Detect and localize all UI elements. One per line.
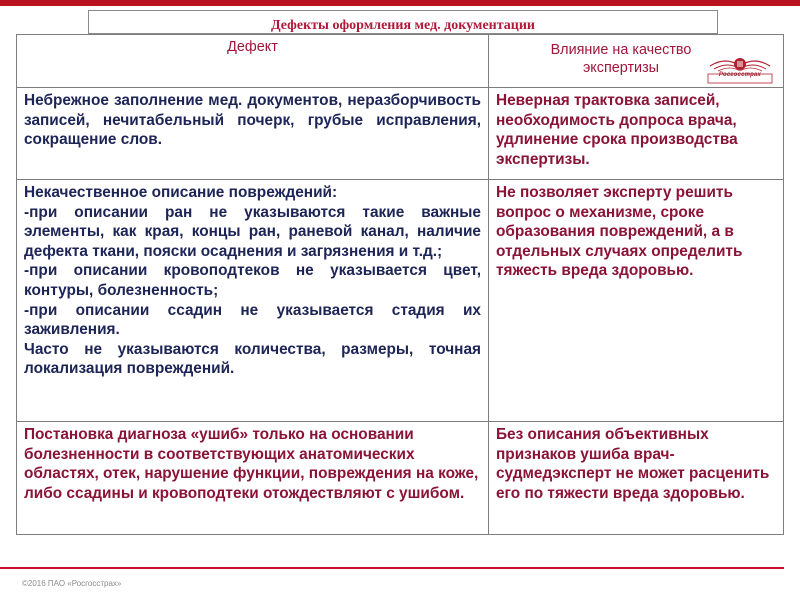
table-row	[17, 88, 784, 180]
defect-cell	[17, 180, 489, 422]
defects-table	[16, 34, 784, 535]
defect-cell: Постановка диагноза «ушиб» только на основании болезненности в соответствующих анатомических областях, отек, нарушение функции, повреждения на коже, либо ссадины и кровоподтеки отождествляют с ушибом.	[17, 422, 489, 535]
table-row	[17, 422, 784, 535]
defect-line: -при описании кровоподтеков не указывается цвет, контуры, болезненность;	[24, 262, 481, 299]
header-impact	[489, 35, 784, 88]
defect-cell: Небрежное заполнение мед. документов, неразборчивость записей, нечитабельный почерк, грубые исправления, сокращение слов.	[17, 88, 489, 180]
logo-text: Росгосстрах	[718, 72, 762, 78]
footer-divider	[0, 567, 784, 569]
defect-line: -при описании ран не указываются такие важные элементы, как края, концы ран, раневой канал, наличие дефекта ткани, пояски осаднения и загрязнения и т.д.;	[24, 203, 481, 260]
page-title: Дефекты оформления мед. документации	[270, 18, 535, 33]
header-impact-label: Влияние на качество экспертизы	[550, 42, 692, 76]
header-defect	[17, 35, 489, 88]
defect-line: Некачественное описание повреждений:	[24, 184, 338, 201]
impact-cell: Не позволяет эксперту решить вопрос о механизме, сроке образования повреждений, а в отдельных случаях определить тяжесть вреда здоровью.	[489, 180, 784, 422]
table-row	[17, 180, 784, 422]
impact-cell: Без описания объективных признаков ушиба врач-судмедэксперт не может расценить его по тяжести вреда здоровью.	[489, 422, 784, 535]
defect-line: -при описании ссадин не указывается стадия их заживления.	[24, 301, 481, 339]
title-box	[88, 10, 718, 34]
table-header-row	[17, 35, 784, 88]
impact-cell: Неверная трактовка записей, необходимость допроса врача, удлинение срока производства экспертизы.	[489, 88, 784, 180]
top-accent-bar	[0, 0, 800, 6]
header-defect-label: Дефект	[227, 39, 278, 55]
copyright: ©2016 ПАО «Росгосстрах»	[22, 579, 122, 588]
defect-line: Часто не указываются количества, размеры, точная локализация повреждений.	[24, 340, 481, 378]
rosgosstrakh-logo-icon	[706, 52, 774, 86]
